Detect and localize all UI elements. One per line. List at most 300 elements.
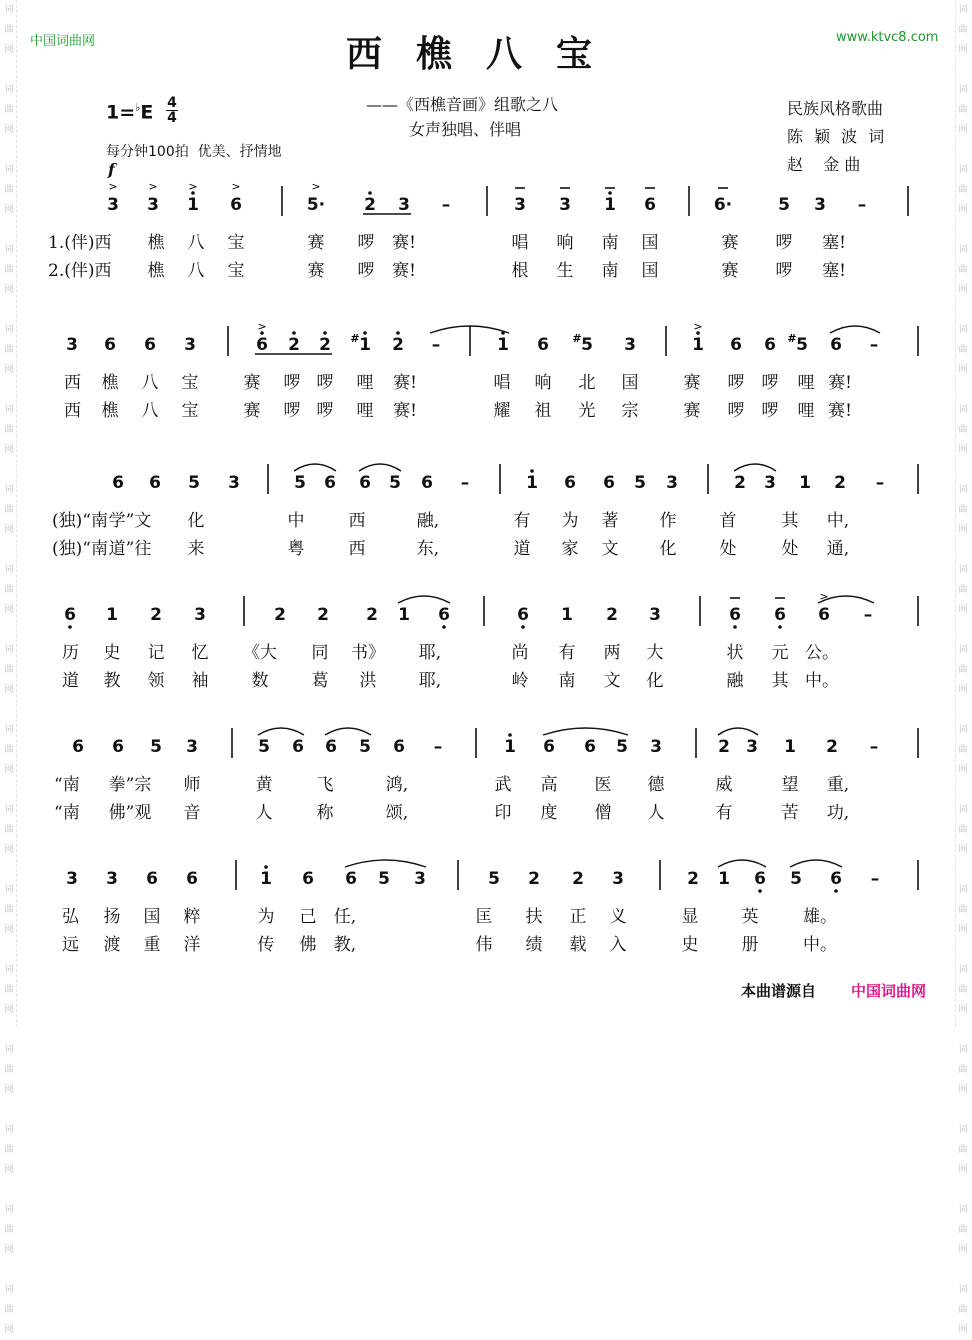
- right-watermark-strip: 词 曲 网 词 曲 网 词 曲 网 词 曲 网 词 曲 网 词 曲 网 词 曲 网 词 曲 网 词 曲 网 词 曲 网 词 曲 网 词 曲 网 词 曲 网 词 曲 网 词 曲 网 词 曲 网 词 曲 网: [955, 0, 970, 1027]
- note: 2: [606, 605, 618, 625]
- lyric-syllable: 印: [494, 803, 512, 823]
- note: 3: [746, 737, 758, 757]
- octave-dot-above: [264, 865, 268, 869]
- source-label: 本曲谱源自: [741, 982, 817, 1000]
- note: 3: [66, 869, 78, 889]
- octave-dot-above: [368, 191, 372, 195]
- note: 3: [414, 869, 426, 889]
- dash-mark: –: [431, 335, 441, 355]
- slur-arc: [345, 860, 426, 867]
- note: 5: [258, 737, 270, 757]
- note: 3: [612, 869, 624, 889]
- lyric-syllable: 功,: [826, 803, 850, 823]
- note: 2: [150, 605, 162, 625]
- note: 6: [438, 605, 450, 625]
- note: 6: [393, 737, 405, 757]
- note: 1: [260, 869, 272, 889]
- note: 2: [319, 335, 331, 355]
- lyric-syllable: 著: [601, 511, 619, 531]
- lyric-syllable: 宝: [227, 261, 245, 281]
- note: 6: [584, 737, 596, 757]
- lyric-syllable: 哩: [356, 401, 374, 421]
- note: 6: [564, 473, 576, 493]
- note: 6: [72, 737, 84, 757]
- slur-arc: [734, 464, 776, 471]
- lyric-syllable: 道: [513, 539, 531, 559]
- lyric-syllable: 八: [187, 233, 205, 253]
- note: 2: [274, 605, 286, 625]
- lyric-syllable: 中。: [805, 671, 839, 691]
- lyric-syllable: 哩: [797, 373, 815, 393]
- lyric-syllable: 啰: [283, 401, 301, 421]
- note: 5: [150, 737, 162, 757]
- lyric-syllable: 国: [143, 907, 161, 927]
- note: 2: [392, 335, 404, 355]
- lyric-syllable: 赛!: [392, 233, 416, 253]
- lyric-syllable: 赛: [307, 261, 325, 281]
- lyric-syllable: 为: [257, 907, 275, 927]
- dash-mark: –: [460, 473, 470, 493]
- lyric-syllable: 鸿,: [385, 775, 409, 795]
- lyric-syllable: 为: [561, 511, 579, 531]
- note: 2: [572, 869, 584, 889]
- note: 5: [581, 335, 593, 355]
- note: 3: [147, 195, 159, 215]
- lyric-syllable: 八: [141, 401, 159, 421]
- note: 6: [830, 869, 842, 889]
- slur-arc: [718, 860, 766, 867]
- lyric-syllable: 生: [556, 261, 574, 281]
- note: 1: [398, 605, 410, 625]
- lyric-syllable: 祖: [534, 401, 552, 421]
- lyric-syllable: 显: [681, 907, 699, 927]
- note: 6: [230, 195, 242, 215]
- lyric-syllable: 绩: [525, 935, 543, 955]
- lyric-syllable: 八: [187, 261, 205, 281]
- note: 6: [112, 737, 124, 757]
- lyric-syllable: 人: [647, 803, 665, 823]
- note: 6: [64, 605, 76, 625]
- note: 6: [421, 473, 433, 493]
- lyric-syllable: 洪: [359, 671, 377, 691]
- lyric-syllable: 道”往: [108, 539, 152, 559]
- flat-sign: ♭: [135, 101, 141, 114]
- lyric-syllable: 啰: [761, 401, 779, 421]
- note: 6: [146, 869, 158, 889]
- lyric-syllable: 洋: [183, 935, 201, 955]
- octave-dot-above: [530, 469, 534, 473]
- note: 1: [604, 195, 616, 215]
- lyric-syllable: 有: [513, 511, 531, 531]
- lyric-syllable: 渡: [103, 935, 121, 955]
- note: 1: [187, 195, 199, 215]
- lyric-syllable: 史: [681, 935, 699, 955]
- note: 1: [497, 335, 509, 355]
- lyric-syllable: 称: [316, 803, 334, 823]
- note: 3: [650, 737, 662, 757]
- octave-dot-above: [608, 191, 612, 195]
- lyric-syllable: 耶,: [418, 643, 442, 663]
- lyric-syllable: 塞!: [822, 233, 846, 253]
- lyric-syllable: 啰: [727, 373, 745, 393]
- lyric-syllable: 西: [64, 373, 81, 393]
- lyric-syllable: 有: [715, 803, 733, 823]
- note: 1: [799, 473, 811, 493]
- note: 6: [324, 473, 336, 493]
- note: 2: [826, 737, 838, 757]
- time-bottom: 4: [167, 110, 177, 126]
- note: 6: [104, 335, 116, 355]
- lyric-syllable: 樵: [147, 233, 165, 253]
- lyric-syllable: 远: [62, 935, 79, 955]
- lyric-syllable: 册: [741, 935, 759, 955]
- lyric-syllable: 扶: [525, 907, 543, 927]
- note: 6·: [713, 195, 733, 215]
- note: 6: [517, 605, 529, 625]
- note: 3: [624, 335, 636, 355]
- lyric-syllable: 望: [781, 775, 799, 795]
- lyric-syllable: 义: [609, 907, 627, 927]
- lyric-syllable: 融: [726, 671, 744, 691]
- note: 6: [302, 869, 314, 889]
- note: 5: [294, 473, 306, 493]
- note: 6: [292, 737, 304, 757]
- lyric-syllable: 赛: [243, 373, 261, 393]
- lyric-syllable: 领: [147, 671, 165, 691]
- note: 5: [796, 335, 808, 355]
- lyric-syllable: 赛: [683, 373, 701, 393]
- lyric-syllable: 载: [569, 935, 587, 955]
- dash-mark: –: [857, 195, 867, 215]
- song-title: 西樵八宝: [346, 33, 627, 75]
- lyric-syllable: 西: [64, 401, 81, 421]
- lyric-syllable: 宗: [621, 401, 639, 421]
- note: 6: [730, 335, 742, 355]
- lyric-syllable: 樵: [101, 401, 119, 421]
- note: 1: [504, 737, 516, 757]
- octave-dot-below: [442, 625, 446, 629]
- lyric-syllable: 西: [348, 539, 366, 559]
- octave-dot-above: [292, 331, 296, 335]
- note: 6: [764, 335, 776, 355]
- slur-arc: [258, 728, 304, 735]
- octave-dot-below: [758, 889, 762, 893]
- note: 2: [687, 869, 699, 889]
- lyric-syllable: 赛: [243, 401, 261, 421]
- lyric-syllable: 南: [601, 233, 619, 253]
- accent-mark: >: [108, 180, 118, 193]
- note: 6: [537, 335, 549, 355]
- lyric-syllable: 史: [103, 643, 121, 663]
- lyric-syllable: 宝: [227, 233, 245, 253]
- dash-mark: –: [875, 473, 885, 493]
- note: 5: [188, 473, 200, 493]
- lyric-syllable: 重: [143, 935, 161, 955]
- lyric-syllable: 啰: [357, 261, 375, 281]
- accent-mark: >: [693, 320, 703, 333]
- octave-dot-below: [733, 625, 737, 629]
- note: 2: [288, 335, 300, 355]
- lyric-syllable: 正: [569, 907, 587, 927]
- left-watermark-strip: 词 曲 网 词 曲 网 词 曲 网 词 曲 网 词 曲 网 词 曲 网 词 曲 网 词 曲 网 词 曲 网 词 曲 网 词 曲 网 词 曲 网 词 曲 网 词 曲 网 词 曲 网 词 曲 网 词 曲 网: [2, 0, 17, 1027]
- lyric-syllable: 中: [287, 511, 305, 531]
- lyric-syllable: 重,: [826, 775, 850, 795]
- lyric-syllable: 响: [534, 373, 552, 393]
- note: 3: [649, 605, 661, 625]
- slur-arc: [294, 464, 336, 471]
- note: 6: [543, 737, 555, 757]
- note: 6: [818, 605, 830, 625]
- lyric-syllable: 教,: [333, 935, 357, 955]
- dash-mark: –: [433, 737, 443, 757]
- note: 5: [778, 195, 790, 215]
- lyric-syllable: 啰: [316, 401, 334, 421]
- lyric-syllable: 化: [659, 539, 677, 559]
- lyric-syllable: 飞: [316, 775, 334, 795]
- lyric-syllable: 西: [348, 511, 366, 531]
- lyric-syllable: 来: [187, 539, 205, 559]
- lyric-syllable: 东,: [416, 539, 440, 559]
- site-url-right[interactable]: www.ktvc8.com: [836, 30, 939, 45]
- lyric-syllable: 家: [561, 539, 579, 559]
- note: 6: [186, 869, 198, 889]
- lyric-syllable: 光: [578, 401, 596, 421]
- dash-mark: –: [869, 335, 879, 355]
- note: 3: [106, 869, 118, 889]
- accent-mark: >: [311, 180, 321, 193]
- note: 5: [359, 737, 371, 757]
- lyric-syllable: 大: [646, 643, 664, 663]
- lyric-syllable: 入: [609, 935, 627, 955]
- dash-mark: –: [441, 195, 451, 215]
- lyric-syllable: 度: [540, 803, 558, 823]
- lyric-syllable: (独)“南: [52, 511, 108, 531]
- time-top: 4: [167, 95, 177, 111]
- lyric-syllable: 国: [641, 233, 659, 253]
- lyric-syllable: 作: [659, 511, 677, 531]
- lyric-syllable: 威: [715, 775, 733, 795]
- note: 1: [561, 605, 573, 625]
- lyric-syllable: 宝: [181, 373, 199, 393]
- lyric-syllable: 1.(伴)西: [48, 233, 112, 253]
- lyric-syllable: 袖: [191, 671, 209, 691]
- lyric-syllable: 文: [601, 539, 619, 559]
- octave-dot-above: [323, 331, 327, 335]
- note: 3: [764, 473, 776, 493]
- lyric-syllable: 英: [741, 907, 759, 927]
- note: 6: [603, 473, 615, 493]
- lyric-syllable: 南: [558, 671, 576, 691]
- note: 3: [814, 195, 826, 215]
- note: 2: [317, 605, 329, 625]
- lyric-syllable: 八: [141, 373, 159, 393]
- lyric-syllable: 赛!: [393, 373, 417, 393]
- lyric-syllable: 耶,: [418, 671, 442, 691]
- lyric-syllable: 国: [641, 261, 659, 281]
- lyric-syllable: 唱: [511, 233, 529, 253]
- lyric-syllable: 化: [187, 511, 205, 531]
- lyric-syllable: 中。: [803, 935, 837, 955]
- note: 1: [784, 737, 796, 757]
- note: 5: [389, 473, 401, 493]
- note: 2: [528, 869, 540, 889]
- lyric-syllable: 赛!: [828, 373, 852, 393]
- octave-dot-above: [396, 331, 400, 335]
- lyric-syllable: 匡: [475, 907, 493, 927]
- note: 1: [718, 869, 730, 889]
- lyric-syllable: 数: [251, 671, 269, 691]
- octave-dot-above: [363, 331, 367, 335]
- lyric-syllable: 根: [511, 261, 529, 281]
- note: 3: [666, 473, 678, 493]
- note: 3: [514, 195, 526, 215]
- genre-label: 民族风格歌曲: [787, 99, 884, 118]
- lyric-syllable: 啰: [727, 401, 745, 421]
- accent-mark: >: [257, 320, 267, 333]
- note: 6: [644, 195, 656, 215]
- lyric-syllable: 耀: [493, 401, 511, 421]
- lyric-syllable: 哩: [797, 401, 815, 421]
- lyric-syllable: 中,: [826, 511, 850, 531]
- lyric-syllable: 赛!: [828, 401, 852, 421]
- note: 6: [729, 605, 741, 625]
- lyric-syllable: 2.(伴)西: [48, 261, 112, 281]
- key-prefix: 1=: [106, 101, 136, 124]
- lyric-syllable: 扬: [103, 907, 121, 927]
- lyric-syllable: 两: [603, 643, 621, 663]
- lyric-syllable: 伟: [475, 935, 493, 955]
- lyric-syllable: 樵: [147, 261, 165, 281]
- lyric-syllable: 拳”宗: [108, 775, 152, 795]
- octave-dot-above: [508, 733, 512, 737]
- slur-arc: [718, 728, 758, 735]
- lyric-syllable: 元: [771, 643, 789, 663]
- octave-dot-below: [521, 625, 525, 629]
- note: 3: [184, 335, 196, 355]
- accent-mark: >: [148, 180, 158, 193]
- lyric-syllable: 记: [147, 643, 165, 663]
- sharp-sign: #: [572, 332, 582, 345]
- source-site[interactable]: 中国词曲网: [851, 982, 927, 1000]
- lyric-syllable: 苦: [781, 803, 799, 823]
- note: 2: [718, 737, 730, 757]
- lyric-syllable: (独)“南: [52, 539, 108, 559]
- note: 1: [359, 335, 371, 355]
- lyric-syllable: 啰: [775, 233, 793, 253]
- note: 3: [107, 195, 119, 215]
- lyric-syllable: 宝: [181, 401, 199, 421]
- lyric-syllable: “南: [54, 775, 80, 795]
- sharp-sign: #: [350, 332, 360, 345]
- octave-dot-below: [834, 889, 838, 893]
- lyric-syllable: 融,: [416, 511, 440, 531]
- lyric-syllable: 同: [311, 643, 329, 663]
- note: 2: [734, 473, 746, 493]
- note: 5: [488, 869, 500, 889]
- lyric-syllable: 尚: [511, 643, 529, 663]
- lyric-syllable: 黄: [255, 775, 273, 795]
- lyric-syllable: 道: [62, 671, 79, 691]
- octave-dot-below: [778, 625, 782, 629]
- lyric-syllable: 学”文: [108, 511, 152, 531]
- lyric-syllable: 粤: [287, 539, 305, 559]
- slur-arc: [543, 728, 628, 735]
- lyric-syllable: 《大: [243, 643, 277, 663]
- lyric-syllable: 啰: [775, 261, 793, 281]
- lyric-syllable: 忆: [191, 643, 209, 663]
- dynamic-forte: f: [108, 160, 115, 179]
- lyric-syllable: 哩: [356, 373, 374, 393]
- sharp-sign: #: [787, 332, 797, 345]
- slur-arc: [830, 326, 880, 333]
- accent-mark: >: [819, 590, 829, 603]
- lyric-syllable: 啰: [761, 373, 779, 393]
- lyric-syllable: 处: [719, 539, 737, 559]
- lyric-syllable: 历: [62, 643, 79, 663]
- note: 1: [106, 605, 118, 625]
- note: 6: [774, 605, 786, 625]
- lyric-syllable: 僧: [594, 803, 612, 823]
- lyric-syllable: 响: [556, 233, 574, 253]
- lyric-syllable: 赛!: [392, 261, 416, 281]
- note: 3: [194, 605, 206, 625]
- slur-arc: [359, 464, 401, 471]
- lyric-syllable: 佛”观: [108, 803, 152, 823]
- lyric-syllable: 赛: [307, 233, 325, 253]
- lyric-syllable: 人: [255, 803, 273, 823]
- lyric-syllable: 佛: [299, 935, 317, 955]
- note: 6: [345, 869, 357, 889]
- lyric-syllable: 雄。: [803, 907, 837, 927]
- lyric-syllable: 唱: [493, 373, 511, 393]
- lyric-syllable: 通,: [826, 539, 850, 559]
- lyric-syllable: “南: [54, 803, 80, 823]
- lyric-syllable: 处: [781, 539, 799, 559]
- lyric-syllable: 文: [603, 671, 621, 691]
- lyric-syllable: 颂,: [385, 803, 409, 823]
- lyric-syllable: 首: [719, 511, 737, 531]
- lyric-syllable: 其: [771, 671, 789, 691]
- note: 6: [149, 473, 161, 493]
- lyric-syllable: 己: [299, 907, 317, 927]
- composer-credit: 赵 金 曲: [787, 155, 861, 174]
- site-name-left[interactable]: 中国词曲网: [30, 34, 96, 49]
- lyric-syllable: 赛: [683, 401, 701, 421]
- note: 6: [754, 869, 766, 889]
- note: 6: [144, 335, 156, 355]
- note: 2: [834, 473, 846, 493]
- dash-mark: –: [863, 605, 873, 625]
- lyric-syllable: 赛: [721, 261, 739, 281]
- note: 6: [256, 335, 268, 355]
- note: 6: [112, 473, 124, 493]
- lyric-syllable: 高: [540, 775, 558, 795]
- lyric-syllable: 武: [494, 775, 512, 795]
- lyric-syllable: 有: [558, 643, 576, 663]
- lyric-syllable: 啰: [357, 233, 375, 253]
- lyric-syllable: 音: [183, 803, 201, 823]
- note: 5·: [306, 195, 326, 215]
- lyric-syllable: 啰: [283, 373, 301, 393]
- note: 2: [364, 195, 376, 215]
- lyric-syllable: 状: [726, 643, 744, 663]
- lyric-syllable: 公。: [805, 643, 839, 663]
- lyric-syllable: 葛: [311, 671, 329, 691]
- note: 3: [559, 195, 571, 215]
- note: 5: [616, 737, 628, 757]
- dash-mark: –: [869, 737, 879, 757]
- lyric-syllable: 其: [781, 511, 799, 531]
